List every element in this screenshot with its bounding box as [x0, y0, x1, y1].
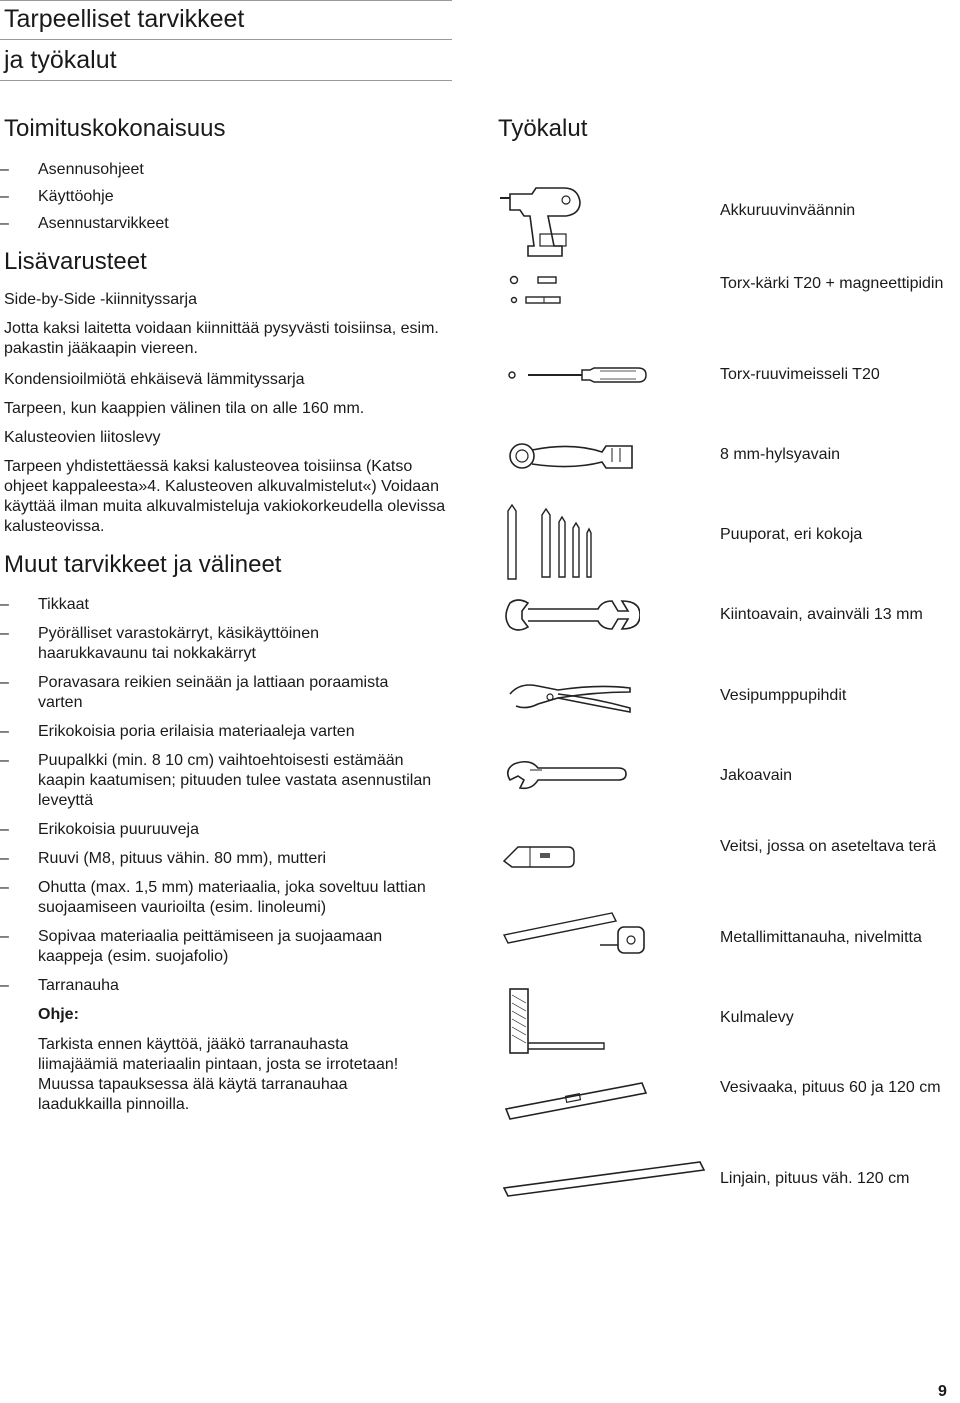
spirit-level-icon [500, 1077, 650, 1125]
torx-screwdriver-icon [500, 362, 650, 388]
accessory-text-door-plate: Tarpeen yhdistettäessä kaksi kalusteovea toisiinsa (Katso ohjeet kappaleesta»4. Kalusteoven alkuvalmistelut«) Voidaan käyttää ilman muita alkuvalmisteluja vakiokorkeudella olevissa kalusteovissa. [4, 458, 446, 535]
wood-drill-bits-icon [500, 503, 600, 581]
note-label: Ohje: [38, 1006, 79, 1023]
accessory-title-side-by-side: Side-by-Side -kiinnityssarja [4, 291, 197, 308]
torx-bit-icon [500, 272, 570, 308]
tools-heading: Työkalut [498, 115, 588, 142]
tool-label: Kiintoavain, avainväli 13 mm [720, 606, 923, 623]
header-rule-middle [0, 39, 452, 40]
tape-measure-level-icon [500, 905, 650, 961]
utility-knife-icon [500, 843, 580, 869]
cordless-screwdriver-icon [500, 172, 590, 257]
accessory-title-heating-kit: Kondensioilmiötä ehkäisevä lämmityssarja [4, 371, 305, 388]
accessory-title-door-plate: Kalusteovien liitoslevy [4, 429, 161, 446]
accessory-text-side-by-side: Jotta kaksi laitetta voidaan kiinnittää pysyvästi toisiinsa, esim. pakastin jääkaapin viereen. [4, 320, 439, 357]
header-rule-bottom [0, 80, 452, 81]
carpenter-square-icon [500, 985, 610, 1057]
tool-label: Torx-kärki T20 + magneettipidin [720, 275, 944, 292]
tool-label: Puuporat, eri kokoja [720, 526, 863, 543]
page-title-line-2: ja työkalut [4, 46, 117, 74]
straight-edge-icon [500, 1158, 710, 1198]
tool-label: Vesivaaka, pituus 60 ja 120 cm [720, 1079, 941, 1096]
other-heading: Muut tarvikkeet ja välineet [4, 551, 282, 578]
page-number: 9 [938, 1383, 947, 1400]
header-rule-top [0, 0, 452, 1]
tool-label: Metallimittanauha, nivelmitta [720, 929, 922, 946]
tool-label: 8 mm-hylsyavain [720, 446, 841, 463]
tool-label: Torx-ruuvimeisseli T20 [720, 366, 880, 383]
tool-label: Vesipumppupihdit [720, 687, 847, 704]
water-pump-pliers-icon [500, 680, 640, 716]
page-title-line-1: Tarpeelliset tarvikkeet [4, 5, 245, 33]
open-end-wrench-icon [500, 597, 640, 633]
tool-label: Jakoavain [720, 767, 793, 784]
tool-label: Akkuruuvinväännin [720, 202, 856, 219]
tool-label: Kulmalevy [720, 1009, 794, 1026]
adjustable-wrench-icon [500, 760, 640, 790]
tool-label: Linjain, pituus väh. 120 cm [720, 1170, 910, 1187]
accessories-heading: Lisävarusteet [4, 248, 147, 275]
note-text: Tarkista ennen käyttöä, jääkö tarranauhasta liimajäämiä materiaalin pintaan, josta se irrotetaan! Muussa tapauksessa älä käytä tarranauhaa laadukkailla pinnoilla. [38, 1036, 399, 1113]
tool-label: Veitsi, jossa on aseteltava terä [720, 838, 937, 855]
delivery-heading: Toimituskokonaisuus [4, 115, 226, 142]
socket-wrench-icon [500, 434, 640, 474]
accessory-text-heating-kit: Tarpeen, kun kaappien välinen tila on alle 160 mm. [4, 400, 365, 417]
